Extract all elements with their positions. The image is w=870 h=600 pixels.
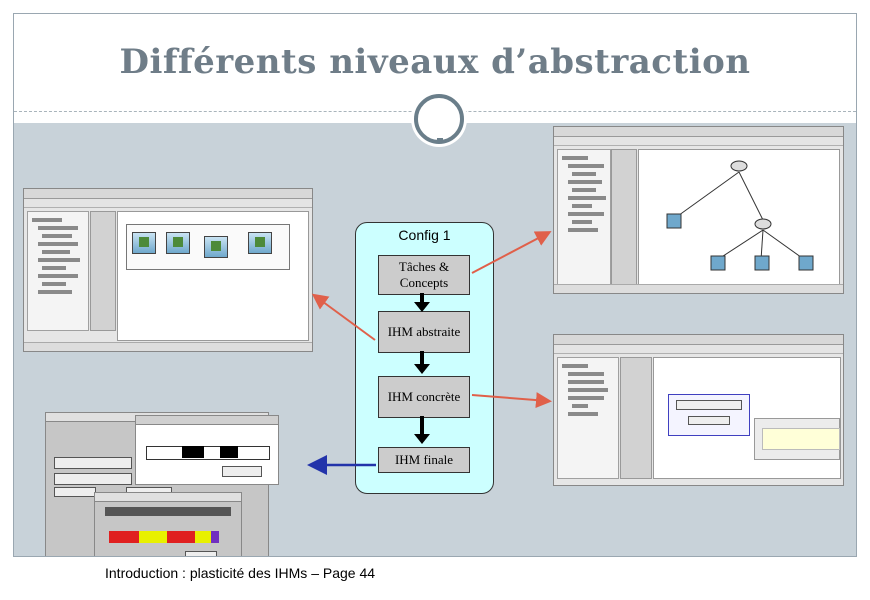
screenshot-artstudio-task-tree [553, 126, 844, 294]
level-concrete-ui: IHM concrète [378, 376, 470, 418]
slide-footer: Introduction : plasticité des IHMs – Page 44 [105, 565, 376, 581]
screenshot-final-ui-colorbar [94, 492, 242, 557]
config-panel [355, 222, 494, 494]
level-final-ui: IHM finale [378, 447, 470, 473]
level-abstract-ui: IHM abstraite [378, 311, 470, 353]
config-title: Config 1 [398, 227, 451, 243]
slide-title: Différents niveaux d’abstraction [119, 42, 751, 82]
task-tree-graph [639, 150, 839, 284]
screenshot-artstudio-abstract [553, 334, 844, 486]
screenshot-artstudio-concrete [23, 188, 313, 352]
screenshot-final-ui-rhythm [135, 415, 279, 485]
level-tasks-concepts: Tâches & Concepts [378, 255, 470, 295]
decorative-circle-icon [414, 94, 464, 144]
